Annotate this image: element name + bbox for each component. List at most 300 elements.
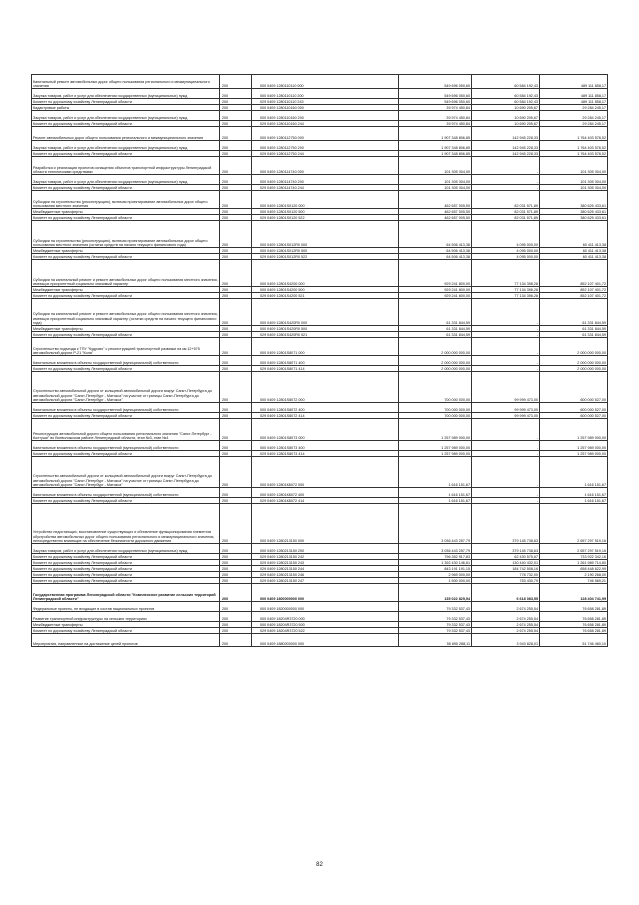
row-kbk: 000 0409 12801S012R0 500	[252, 248, 399, 254]
row-kbk: 029 0409 1280213150 243	[252, 560, 399, 566]
row-kbk: 000 0409 12801К8072 400	[252, 488, 399, 498]
row-approved: 796 352 917,83	[399, 554, 472, 560]
row-kbk: 000 0409 1280213150 200	[252, 544, 399, 554]
table-row	[32, 356, 608, 366]
row-remaining: 1 764 403 578,52	[540, 151, 608, 157]
row-code: 200	[220, 121, 252, 127]
row-executed: -	[472, 299, 540, 326]
row-executed: -	[472, 332, 540, 338]
row-approved: 101 305 304,00	[399, 175, 472, 185]
row-name: Комитет по дорожному хозяйству Ленинградской области	[32, 215, 220, 221]
row-code: 200	[220, 413, 252, 419]
table-row	[32, 75, 608, 89]
row-kbk: 029 0409 1280213150 242	[252, 554, 399, 560]
row-code: 200	[220, 356, 252, 366]
row-approved: 549 696 050,60	[399, 75, 472, 89]
page-number: 82	[316, 862, 323, 868]
table-row	[32, 175, 608, 185]
table-row	[32, 419, 608, 441]
row-remaining: 61 331 844,59	[540, 299, 608, 326]
row-remaining: 658 448 622,99	[540, 566, 608, 572]
table-row	[32, 403, 608, 413]
row-code: 200	[220, 634, 252, 647]
row-code: 200	[220, 299, 252, 326]
row-remaining: 101 305 304,00	[540, 157, 608, 175]
row-remaining: 1 616 151,67	[540, 498, 608, 504]
table-row	[32, 504, 608, 544]
row-remaining: 489 111 858,17	[540, 99, 608, 105]
row-executed: 379 145 738,63	[472, 504, 540, 544]
row-remaining: 76 658 281,89	[540, 628, 608, 634]
row-name: Кадастровые работы	[32, 105, 220, 111]
row-kbk: 000 0409 12801S8071 400	[252, 356, 399, 366]
row-executed: -	[472, 451, 540, 457]
row-name: Капитальные вложения в объекты государственной (муниципальной) собственности	[32, 356, 220, 366]
row-approved: 79 332 537,43	[399, 628, 472, 634]
row-approved: 39 974 450,84	[399, 105, 472, 111]
row-executed: 2 674 255,54	[472, 602, 540, 612]
row-approved: 700 000 000,00	[399, 413, 472, 419]
row-code: 200	[220, 441, 252, 451]
row-kbk: 029 0409 12801S8071 414	[252, 366, 399, 372]
row-code: 200	[220, 584, 252, 602]
row-approved: 929 241 800,00	[399, 287, 472, 293]
row-code: 200	[220, 254, 252, 260]
row-kbk: 000 0409 1280112750 200	[252, 141, 399, 151]
row-name: Ремонт автомобильных дорог общего пользования регионального и межмуниципального значения	[32, 127, 220, 141]
table-row	[32, 441, 608, 451]
row-code: 200	[220, 326, 252, 332]
row-approved: 929 241 800,00	[399, 260, 472, 287]
row-approved: 64 506 413,38	[399, 248, 472, 254]
row-approved: 101 305 304,00	[399, 185, 472, 191]
row-name: Комитет по дорожному хозяйству Ленинградской области	[32, 628, 220, 634]
row-approved: 700 000 000,00	[399, 372, 472, 403]
report-sheet	[31, 74, 607, 647]
row-remaining: 2 190 268,00	[540, 572, 608, 578]
row-code: 200	[220, 191, 252, 209]
row-executed: -	[472, 175, 540, 185]
row-executed: 77 134 398,28	[472, 293, 540, 299]
row-kbk: 000 0409 12801S0120 000	[252, 191, 399, 209]
row-code: 200	[220, 628, 252, 634]
row-name: Комитет по дорожному хозяйству Ленинградской области	[32, 99, 220, 105]
row-remaining: 60 411 413,38	[540, 221, 608, 248]
row-approved: 1 616 151,67	[399, 457, 472, 488]
row-code: 200	[220, 287, 252, 293]
row-approved: 549 696 050,60	[399, 89, 472, 99]
row-remaining: 2 657 297 519,16	[540, 504, 608, 544]
row-executed: -	[472, 498, 540, 504]
row-kbk: 029 0409 1280110110 243	[252, 99, 399, 105]
row-remaining: 76 658 281,89	[540, 622, 608, 628]
row-approved: 79 332 537,43	[399, 622, 472, 628]
row-executed: 77 134 398,28	[472, 260, 540, 287]
table-row	[32, 299, 608, 326]
row-remaining: 380 625 433,61	[540, 209, 608, 215]
row-code: 200	[220, 99, 252, 105]
row-name: Разработка и реализация проектов оснащения объектов транспортной инфраструктуры Ленинградской области техническими средствами	[32, 157, 220, 175]
row-executed: 77 134 398,28	[472, 287, 540, 293]
row-code: 200	[220, 209, 252, 215]
row-executed: -	[472, 488, 540, 498]
row-kbk: 000 0409 1280110160 200	[252, 111, 399, 121]
row-code: 200	[220, 451, 252, 457]
row-code: 200	[220, 338, 252, 356]
row-name: Комитет по дорожному хозяйству Ленинградской области	[32, 578, 220, 584]
row-executed: 3 943 828,01	[472, 634, 540, 647]
row-remaining: 76 658 281,89	[540, 602, 608, 612]
row-code: 200	[220, 372, 252, 403]
row-name: Реконструкция автомобильной дороги общего пользования регионального значения "Санкт-Петербург - Колтуши" во Всеволожском районе Ленинградской области, этап №3, этап №4	[32, 419, 220, 441]
row-name: Комитет по дорожному хозяйству Ленинградской области	[32, 554, 220, 560]
row-remaining: 380 625 433,61	[540, 191, 608, 209]
row-executed: 142 945 228,33	[472, 151, 540, 157]
row-approved: 1 616 151,67	[399, 498, 472, 504]
row-kbk: 029 0409 1280213150 244	[252, 566, 399, 572]
row-approved: 843 191 191,15	[399, 566, 472, 572]
row-executed: 4 095 000,00	[472, 221, 540, 248]
row-remaining: 101 305 304,00	[540, 175, 608, 185]
row-executed: 99 999 473,00	[472, 413, 540, 419]
row-executed: 99 999 473,00	[472, 403, 540, 413]
row-code: 200	[220, 566, 252, 572]
row-remaining: 2 000 000 000,00	[540, 356, 608, 366]
row-kbk: 000 0409 18204R3720 500	[252, 622, 399, 628]
row-code: 200	[220, 602, 252, 612]
row-approved: 1 257 989 000,00	[399, 419, 472, 441]
row-remaining: 733 922 342,16	[540, 554, 608, 560]
row-code: 200	[220, 366, 252, 372]
row-executed: 82 031 571,89	[472, 209, 540, 215]
row-remaining: 60 411 413,38	[540, 248, 608, 254]
row-kbk: 000 0409 12801S4200 000	[252, 260, 399, 287]
row-approved: 1 907 348 806,85	[399, 151, 472, 157]
row-remaining: 76 658 281,89	[540, 612, 608, 622]
row-name: Субсидии на строительство (реконструкцию), включая проектирование автомобильных дорог общего пользования местного значения	[32, 191, 220, 209]
row-code: 200	[220, 215, 252, 221]
row-name: Межбюджетные трансферты	[32, 622, 220, 628]
row-kbk: 029 0409 12801S0120 522	[252, 215, 399, 221]
row-remaining: 61 331 844,59	[540, 326, 608, 332]
row-kbk: 029 0409 12801S8073 414	[252, 451, 399, 457]
table-row	[32, 127, 608, 141]
row-remaining: 51 746 460,10	[540, 634, 608, 647]
table-row	[32, 584, 608, 602]
row-remaining: 61 331 844,59	[540, 332, 608, 338]
row-remaining: 489 111 858,17	[540, 75, 608, 89]
row-name: Мероприятия, направленные на достижение целей проектов	[32, 634, 220, 647]
row-approved: 64 506 413,38	[399, 254, 472, 260]
row-executed: 60 584 192,43	[472, 89, 540, 99]
row-executed: -	[472, 356, 540, 366]
row-name: Комитет по дорожному хозяйству Ленинградской области	[32, 151, 220, 157]
row-approved: 1 392 430 146,81	[399, 560, 472, 566]
row-kbk: 000 0409 1280110110 200	[252, 89, 399, 99]
row-remaining: 1 764 403 578,52	[540, 141, 608, 151]
row-remaining: 29 284 245,17	[540, 111, 608, 121]
row-kbk: 000 0409 1280112750 000	[252, 127, 399, 141]
row-code: 200	[220, 332, 252, 338]
row-remaining: 2 000 000 000,00	[540, 366, 608, 372]
row-remaining: 489 111 858,17	[540, 89, 608, 99]
row-remaining: 1 261 989 714,80	[540, 560, 608, 566]
row-executed: 62 430 575,67	[472, 554, 540, 560]
row-name: Федеральные проекты, не входящие в состав национальных проектов	[32, 602, 220, 612]
row-name: Комитет по дорожному хозяйству Ленинградской области	[32, 413, 220, 419]
row-remaining: 1 257 989 000,00	[540, 441, 608, 451]
row-kbk: 000 0409 12801S8072 400	[252, 403, 399, 413]
row-executed: 60 584 192,43	[472, 99, 540, 105]
row-kbk: 000 0409 1280110160 000	[252, 105, 399, 111]
row-code: 200	[220, 248, 252, 254]
table-row	[32, 141, 608, 151]
row-code: 200	[220, 560, 252, 566]
row-approved: 61 331 844,59	[399, 299, 472, 326]
row-name: Субсидии на строительство (реконструкцию), включая проектирование автомобильных дорог общего пользования местного значения (остатки средств на начало текущего финансового года)	[32, 221, 220, 248]
row-code: 200	[220, 75, 252, 89]
row-name: Комитет по дорожному хозяйству Ленинградской области	[32, 293, 220, 299]
row-code: 200	[220, 127, 252, 141]
table-row	[32, 191, 608, 209]
row-executed: 130 440 432,01	[472, 560, 540, 566]
row-code: 200	[220, 622, 252, 628]
row-code: 200	[220, 403, 252, 413]
row-name: Закупка товаров, работ и услуг для обеспечения государственных (муниципальных) нужд	[32, 544, 220, 554]
row-kbk: 029 0409 1280213150 246	[252, 572, 399, 578]
row-approved: 1 907 348 806,85	[399, 127, 472, 141]
table-row	[32, 372, 608, 403]
table-row	[32, 612, 608, 622]
row-approved: 3 036 443 257,79	[399, 504, 472, 544]
table-row	[32, 488, 608, 498]
row-name: Устройство недостающих, восстановление существующих и обновление функционирования элементов обустройства автомобильных дорог общего пользования регионального и межмуниципального значения, непосредственно влияющих на обеспечение безопасности дорожного движения	[32, 504, 220, 544]
row-kbk: 000 0409 1280114740 200	[252, 175, 399, 185]
row-remaining: 852 107 401,72	[540, 260, 608, 287]
row-kbk: 000 0409 12801S8071 000	[252, 338, 399, 356]
row-code: 200	[220, 260, 252, 287]
row-kbk: 029 0409 12801S420R0 521	[252, 332, 399, 338]
row-kbk: 000 0409 12801S420R0 000	[252, 299, 399, 326]
row-executed: -	[472, 185, 540, 191]
row-kbk: 000 0409 12801S4200 500	[252, 287, 399, 293]
table-row	[32, 544, 608, 554]
row-code: 200	[220, 89, 252, 99]
row-kbk: 000 0409 12801S012R0 000	[252, 221, 399, 248]
row-name: Комитет по дорожному хозяйству Ленинградской области	[32, 121, 220, 127]
row-executed: 6 618 083,55	[472, 584, 540, 602]
row-approved: 2 000 000 000,00	[399, 338, 472, 356]
table-row	[32, 634, 608, 647]
row-remaining: 101 305 304,00	[540, 185, 608, 191]
row-name: Межбюджетные трансферты	[32, 209, 220, 215]
row-code: 200	[220, 105, 252, 111]
row-code: 200	[220, 419, 252, 441]
row-approved: 39 974 450,84	[399, 121, 472, 127]
row-approved: 1 257 989 000,00	[399, 441, 472, 451]
row-code: 200	[220, 175, 252, 185]
row-name: Строительство подъезда к ТПУ "Кудрово" с реконструкцией транспортной развязки на км 12+575 автомобильной дороги Р-21 "Кола"	[32, 338, 220, 356]
row-approved: 1 500 000,00	[399, 578, 472, 584]
row-kbk: 029 0409 12801S4200 521	[252, 293, 399, 299]
row-approved: 700 000 000,00	[399, 403, 472, 413]
row-kbk: 000 0409 1280110110 000	[252, 75, 399, 89]
row-code: 200	[220, 185, 252, 191]
row-approved: 3 036 443 257,79	[399, 544, 472, 554]
row-remaining: 29 284 245,17	[540, 121, 608, 127]
row-kbk: 029 0409 1280114740 244	[252, 185, 399, 191]
row-name: Субсидии на капитальный ремонт и ремонт автомобильных дорог общего пользования местного значения, имеющих приоритетный социально значимый характер	[32, 260, 220, 287]
row-approved: 64 506 413,38	[399, 221, 472, 248]
row-approved: 2 000 000 000,00	[399, 366, 472, 372]
row-executed: 4 095 000,00	[472, 254, 540, 260]
row-kbk: 029 0409 1280110160 244	[252, 121, 399, 127]
row-executed: -	[472, 441, 540, 451]
row-approved: 1 907 348 806,85	[399, 141, 472, 151]
row-approved: 79 332 537,43	[399, 602, 472, 612]
row-remaining: 1 764 403 578,52	[540, 127, 608, 141]
row-approved: 1 616 151,67	[399, 488, 472, 498]
row-kbk: 000 0409 12801S0120 500	[252, 209, 399, 215]
row-executed: 10 690 205,67	[472, 121, 540, 127]
row-code: 200	[220, 111, 252, 121]
row-kbk: 029 0409 12801К8072 414	[252, 498, 399, 504]
row-code: 200	[220, 488, 252, 498]
row-executed: 184 742 508,16	[472, 566, 540, 572]
row-name: Капитальные вложения в объекты государственной (муниципальной) собственности	[32, 441, 220, 451]
row-name: Субсидии на капитальный ремонт и ремонт автомобильных дорог общего пользования местного значения, имеющих приоритетный социально значимый характер (остатки средств на начало текущего финансового года)	[32, 299, 220, 326]
budget-table	[31, 74, 608, 647]
row-code: 200	[220, 572, 252, 578]
row-name: Капитальные вложения в объекты государственной (муниципальной) собственности	[32, 488, 220, 498]
row-remaining: 1 616 151,67	[540, 457, 608, 488]
row-name: Межбюджетные трансферты	[32, 248, 220, 254]
row-executed: -	[472, 326, 540, 332]
table-row	[32, 260, 608, 287]
row-name: Закупка товаров, работ и услуг для обеспечения государственных (муниципальных) нужд	[32, 89, 220, 99]
row-remaining: 600 000 527,00	[540, 372, 608, 403]
row-name: Комитет по дорожному хозяйству Ленинградской области	[32, 566, 220, 572]
row-approved: 462 657 005,50	[399, 209, 472, 215]
row-code: 200	[220, 544, 252, 554]
row-remaining: 852 107 401,72	[540, 293, 608, 299]
row-remaining: 2 657 297 519,16	[540, 544, 608, 554]
row-code: 200	[220, 457, 252, 488]
row-executed: 753 430,79	[472, 578, 540, 584]
row-name: Комитет по дорожному хозяйству Ленинградской области	[32, 185, 220, 191]
row-executed: 778 732,00	[472, 572, 540, 578]
row-kbk: 000 0409 12801S8073 000	[252, 419, 399, 441]
row-kbk: 000 0409 1820000000 000	[252, 602, 399, 612]
row-remaining: 1 257 989 000,00	[540, 451, 608, 457]
row-kbk: 029 0409 1280213150 247	[252, 578, 399, 584]
row-executed: 142 945 228,33	[472, 127, 540, 141]
row-code: 200	[220, 141, 252, 151]
row-name: Межбюджетные трансферты	[32, 287, 220, 293]
row-name: Закупка товаров, работ и услуг для обеспечения государственных (муниципальных) нужд	[32, 141, 220, 151]
row-remaining: 1 257 989 000,00	[540, 419, 608, 441]
row-code: 200	[220, 612, 252, 622]
row-executed: 2 674 255,54	[472, 622, 540, 628]
row-name: Комитет по дорожному хозяйству Ленинградской области	[32, 366, 220, 372]
row-approved: 1 257 989 000,00	[399, 451, 472, 457]
row-remaining: 2 000 000 000,00	[540, 338, 608, 356]
row-remaining: 380 625 433,61	[540, 215, 608, 221]
row-name: Развитие транспортной инфраструктуры на сельских территориях	[32, 612, 220, 622]
row-name: Комитет по дорожному хозяйству Ленинградской области	[32, 254, 220, 260]
row-approved: 929 241 800,00	[399, 293, 472, 299]
table-row	[32, 338, 608, 356]
row-name: Комитет по дорожному хозяйству Ленинградской области	[32, 498, 220, 504]
row-remaining: 746 569,21	[540, 578, 608, 584]
row-name: Комитет по дорожному хозяйству Ленинградской области	[32, 332, 220, 338]
table-body	[32, 75, 608, 647]
row-executed: -	[472, 366, 540, 372]
row-kbk: 000 0409 12801S420R0 500	[252, 326, 399, 332]
table-row	[32, 89, 608, 99]
row-code: 200	[220, 151, 252, 157]
table-row	[32, 157, 608, 175]
row-name: Закупка товаров, работ и услуг для обеспечения государственных (муниципальных) нужд	[32, 111, 220, 121]
table-row	[32, 602, 608, 612]
row-kbk: 000 0409 1800000000 000	[252, 584, 399, 602]
row-kbk: 029 0409 18204R3720 522	[252, 628, 399, 634]
row-kbk: 000 0409 1880000000 000	[252, 634, 399, 647]
row-kbk: 000 0409 12801S8073 400	[252, 441, 399, 451]
row-approved: 462 657 005,50	[399, 191, 472, 209]
row-approved: 61 331 844,59	[399, 332, 472, 338]
row-kbk: 000 0409 12801S8072 000	[252, 372, 399, 403]
row-executed: 10 690 205,67	[472, 111, 540, 121]
row-remaining: 128 404 741,99	[540, 584, 608, 602]
row-code: 200	[220, 498, 252, 504]
row-kbk: 029 0409 1280112750 244	[252, 151, 399, 157]
row-approved: 2 000 000 000,00	[399, 356, 472, 366]
table-row	[32, 111, 608, 121]
row-name: Строительство автомобильной дороги от кольцевой автомобильной дороги вокруг Санкт-Петербурга до автомобильной дороги "Санкт-Петербург - Матокса" на участке от границы Санкт-Петербурга до автомобильной дороги "Санкт-Петербург - Матокса"	[32, 372, 220, 403]
row-kbk: 000 0409 1280114740 000	[252, 157, 399, 175]
row-executed: -	[472, 457, 540, 488]
row-code: 200	[220, 293, 252, 299]
row-code: 200	[220, 157, 252, 175]
row-approved: 462 657 005,50	[399, 215, 472, 221]
row-name: Строительство автомобильной дороги от кольцевой автомобильной дороги вокруг Санкт-Петербурга до автомобильной дороги "Санкт-Петербург - Матокса" на участке от границы Санкт-Петербурга до автомобильной дороги "Санкт-Петербург - Матокса"	[32, 457, 220, 488]
row-executed: 10 690 205,67	[472, 105, 540, 111]
row-executed: 82 031 571,89	[472, 215, 540, 221]
row-code: 200	[220, 578, 252, 584]
row-approved: 39 974 450,84	[399, 111, 472, 121]
row-kbk: 000 0409 12801К8072 000	[252, 457, 399, 488]
row-executed: 2 674 255,54	[472, 612, 540, 622]
row-executed: -	[472, 419, 540, 441]
row-executed: 379 145 738,63	[472, 544, 540, 554]
row-executed: 4 095 000,00	[472, 248, 540, 254]
row-remaining: 600 000 527,00	[540, 413, 608, 419]
row-name: Закупка товаров, работ и услуг для обеспечения государственных (муниципальных) нужд	[32, 175, 220, 185]
row-approved: 135 022 825,54	[399, 584, 472, 602]
row-approved: 61 331 844,59	[399, 326, 472, 332]
row-remaining: 852 107 401,72	[540, 287, 608, 293]
row-name: Капитальные вложения в объекты государственной (муниципальной) собственности	[32, 403, 220, 413]
row-executed: 142 945 228,33	[472, 141, 540, 151]
row-remaining: 1 616 151,67	[540, 488, 608, 498]
row-approved: 79 332 537,43	[399, 612, 472, 622]
row-name: Комитет по дорожному хозяйству Ленинградской области	[32, 572, 220, 578]
row-code: 200	[220, 221, 252, 248]
row-approved: 2 969 000,00	[399, 572, 472, 578]
row-name: Государственная программа Ленинградской области "Комплексное развитие сельских территорий Ленинградской области"	[32, 584, 220, 602]
row-name: Комитет по дорожному хозяйству Ленинградской области	[32, 451, 220, 457]
